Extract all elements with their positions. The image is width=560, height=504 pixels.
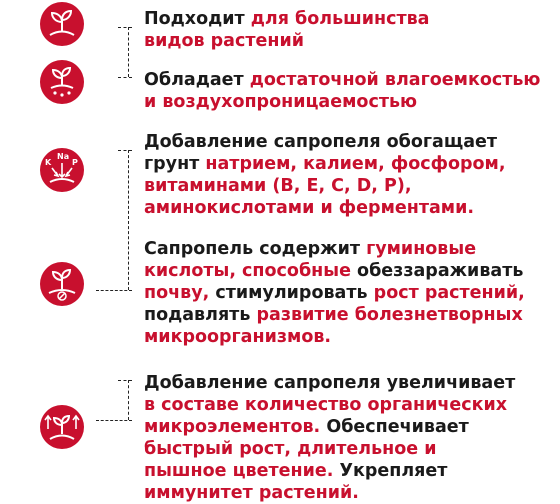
text-segment-highlight: гуминовые [366,239,477,259]
text-segment-highlight: рост растений, [373,283,525,303]
feature-line [144,282,554,304]
connector-vertical-2 [128,150,129,290]
nutrients-k-na-p-icon [40,148,84,192]
connector-horizontal-1 [118,27,132,28]
feature-line [144,131,554,153]
connector-horizontal-4 [96,290,132,291]
connector-horizontal-6 [96,420,132,421]
text-segment-highlight: развитие болезнетворных [256,305,523,325]
connector-horizontal-2 [118,77,132,78]
text-segment: Укрепляет [339,461,448,481]
feature-line [144,438,554,460]
text-segment-highlight: и воздухопроницаемостью [144,92,418,112]
connector-horizontal-3 [118,150,132,151]
feature-line [144,482,554,504]
icon-label-na: Na [57,152,70,161]
text-segment-highlight: для большинства [250,9,430,29]
text-segment-highlight: микроэлементов. [144,417,327,437]
sprout-in-soil-icon [40,2,84,46]
feature-line [144,30,554,52]
feature-line [144,304,554,326]
feature-line [144,460,554,482]
feature-line [144,69,554,91]
feature-line [144,175,554,197]
text-segment-highlight: в составе количество органических [144,395,508,415]
feature-line [144,197,554,219]
feature-block-4 [144,238,554,348]
text-segment-highlight: натрием, калием, фосфором, [205,154,506,174]
text-segment-highlight: микроорганизмов. [144,327,332,347]
feature-line [144,326,554,348]
text-segment: грунт [144,154,206,174]
feature-line [144,8,554,30]
text-segment: Добавление сапропеля обогащает [144,132,498,152]
text-segment: обеззараживать [357,261,524,281]
icon-label-p: P [72,158,78,167]
sprout-disinfect-icon [40,262,84,306]
text-segment-highlight: витаминами (B, E, C, D, P), [144,176,412,196]
feature-line [144,153,554,175]
sprout-water-drops-icon [40,60,84,104]
text-segment: Обладает [144,70,250,90]
connector-horizontal-5 [118,380,132,381]
text-segment-highlight: достаточной влагоемкостью [249,70,541,90]
text-segment: Обеспечивает [326,417,469,437]
feature-block-1 [144,8,554,52]
connector-vertical-3 [128,380,129,420]
text-segment: стимулировать [215,283,374,303]
text-segment: Сапропель содержит [144,239,367,259]
feature-line [144,394,554,416]
text-segment: Добавление сапропеля увеличивает [144,373,516,393]
sprout-growth-arrows-icon [40,405,84,449]
feature-line [144,372,554,394]
feature-line [144,91,554,113]
connector-vertical-1 [128,27,129,77]
feature-line [144,238,554,260]
icon-label-k: K [45,158,52,167]
text-segment-highlight: пышное цветение. [144,461,340,481]
text-segment-highlight: видов растений [144,31,304,51]
feature-block-2 [144,69,554,113]
feature-block-5 [144,372,554,504]
text-segment-highlight: почву, [144,283,216,303]
feature-line [144,416,554,438]
text-segment-highlight: иммунитет растений. [144,483,359,503]
text-segment: Подходит [144,9,251,29]
text-segment-highlight: быстрый рост, длительное и [144,439,437,459]
feature-block-3 [144,131,554,219]
feature-line [144,260,554,282]
text-segment: подавлять [144,305,257,325]
text-segment-highlight: кислоты, способные [144,261,358,281]
text-segment-highlight: аминокислотами и ферментами. [144,198,474,218]
